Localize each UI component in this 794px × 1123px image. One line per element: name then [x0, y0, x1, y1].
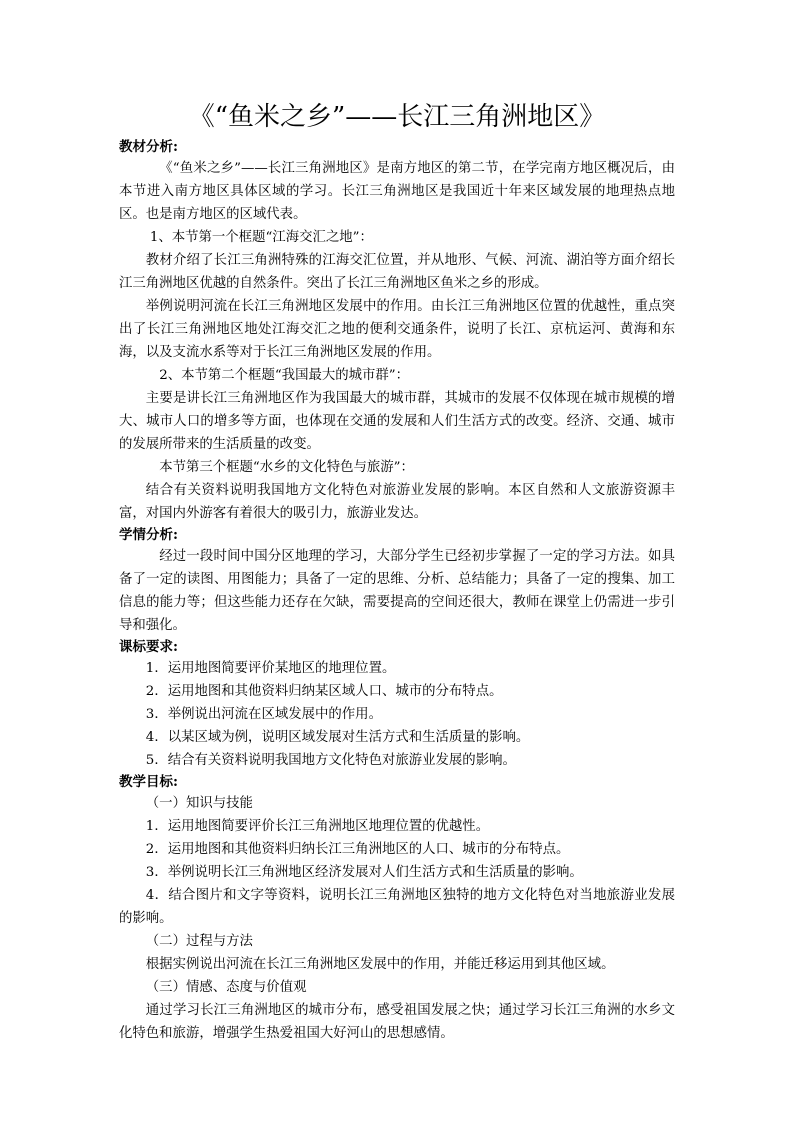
goals-paragraph-process: 根据实例说出河流在长江三角洲地区发展中的作用，并能迁移运用到其他区域。 — [145, 957, 615, 972]
standard-item: 5．结合有关资料说明我国地方文化特色对旅游业发展的影响。 — [145, 753, 516, 768]
goals-paragraph-attitude: 通过学习长江三角洲地区的城市分布，感受祖国发展之快；通过学习长江三角洲的水乡文化特色和旅游，增强学生热爱祖国大好河山的思想感情。 — [119, 1003, 675, 1041]
heading-teaching-goals: 教学目标: — [119, 774, 178, 790]
textbook-paragraph-1: 《“鱼米之乡”——长江三角洲地区》是南方地区的第二节，在学完南方地区概况后，由本节进入南方地区具体区域的学习。长江三角洲地区是我国近十年来区域发展的地理热点地区。也是南方地区的区域代表。 — [119, 161, 675, 222]
goal-item: 2．运用地图和其他资料归纳长江三角洲地区的人口、城市的分布特点。 — [145, 842, 570, 857]
goal-item: 1．运用地图简要评价长江三角洲地区地理位置的优越性。 — [145, 819, 490, 834]
textbook-paragraph-5: 结合有关资料说明我国地方文化特色对旅游业发展的影响。本区自然和人文旅游资源丰富，对国内外游客有着很大的吸引力，旅游业发达。 — [119, 483, 675, 521]
frame-3-title: 本节第三个框题“水乡的文化特色与旅游”： — [159, 460, 414, 475]
goal-item: 3．举例说明长江三角洲地区经济发展对人们生活方式和生活质量的影响。 — [145, 865, 583, 880]
textbook-paragraph-3: 举例说明河流在长江三角洲地区发展中的作用。由长江三角洲地区位置的优越性，重点突出了长江三角洲地区地处江海交汇之地的便利交通条件，说明了长江、京杭运河、黄海和东海，以及支流水系等对于长江三角洲地区发展的作用。 — [119, 299, 675, 360]
frame-1-title: 1、本节第一个框题“江海交汇之地”： — [149, 230, 373, 245]
heading-student-analysis: 学情分析: — [119, 527, 178, 543]
goals-subheading-process: （二）过程与方法 — [145, 934, 253, 949]
textbook-paragraph-4: 主要是讲长江三角洲地区作为我国最大的城市群，其城市的发展不仅体现在城市规模的增大、城市人口的增多等方面，也体现在交通的发展和人们生活方式的改变。经济、交通、城市的发展所带来的生活质量的改变。 — [119, 391, 675, 452]
goal-item: 4．结合图片和文字等资料，说明长江三角洲地区独特的地方文化特色对当地旅游业发展的影响。 — [119, 888, 675, 926]
standard-item: 3．举例说出河流在区域发展中的作用。 — [145, 707, 382, 722]
standard-item: 4．以某区域为例，说明区域发展对生活方式和生活质量的影响。 — [145, 730, 530, 745]
heading-curriculum-standards: 课标要求: — [119, 639, 178, 655]
textbook-paragraph-2: 教材介绍了长江三角洲特殊的江海交汇位置，并从地形、气候、河流、湖泊等方面介绍长江三角洲地区优越的自然条件。突出了长江三角洲地区鱼米之乡的形成。 — [119, 253, 675, 291]
student-paragraph-1: 经过一段时间中国分区地理的学习，大部分学生已经初步掌握了一定的学习方法。如具备了一定的读图、用图能力；具备了一定的思维、分析、总结能力；具备了一定的搜集、加工信息的能力等；但这些能力还存在欠缺，需要提高的空间还很大，教师在课堂上仍需进一步引导和强化。 — [119, 549, 675, 633]
document-title: 《“鱼米之乡”——长江三角洲地区》 — [188, 102, 606, 132]
section-textbook-analysis — [119, 137, 675, 1045]
heading-textbook-analysis: 教材分析: — [119, 139, 178, 155]
frame-2-title: 2、本节第二个框题“我国最大的城市群”： — [159, 368, 410, 383]
standard-item: 1．运用地图简要评价某地区的地理位置。 — [145, 661, 396, 676]
goals-subheading-knowledge: （一）知识与技能 — [145, 796, 253, 811]
standard-item: 2．运用地图和其他资料归纳某区域人口、城市的分布特点。 — [145, 684, 503, 699]
goals-subheading-attitude: （三）情感、态度与价值观 — [145, 980, 307, 995]
